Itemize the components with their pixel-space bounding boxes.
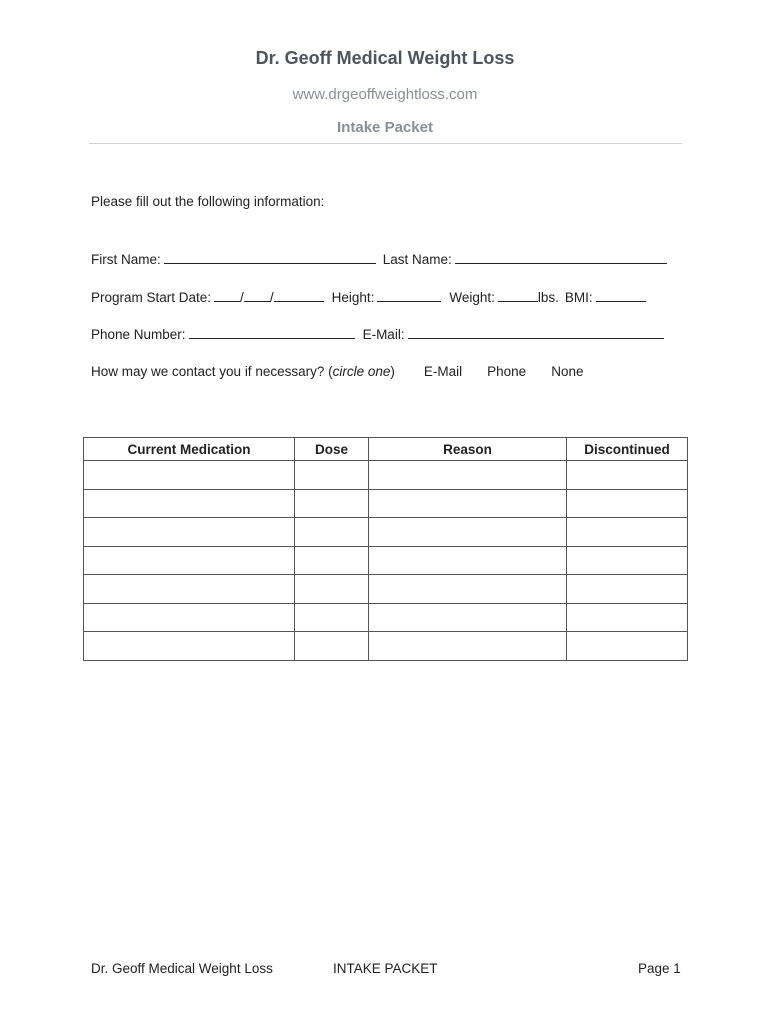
discontinued-cell[interactable] [567,575,688,604]
discontinued-cell[interactable] [567,461,688,490]
start-month-field[interactable] [214,289,240,302]
medication-cell[interactable] [84,518,295,547]
dose-cell[interactable] [295,603,369,632]
medication-cell[interactable] [84,546,295,575]
reason-cell[interactable] [369,518,567,547]
reason-cell[interactable] [369,575,567,604]
contact-hint: circle one [332,364,391,379]
dose-cell[interactable] [295,546,369,575]
phone-label: Phone Number: [91,327,186,342]
reason-cell[interactable] [369,603,567,632]
footer-practice-name: Dr. Geoff Medical Weight Loss [91,961,273,976]
height-label: Height: [331,290,375,305]
footer-document-label: INTAKE PACKET [333,961,438,976]
footer-page-number: Page 1 [638,961,681,976]
last-name-label: Last Name: [382,252,452,267]
table-row [84,518,688,547]
discontinued-cell[interactable] [567,518,688,547]
name-row [91,251,670,267]
column-header-discontinued: Discontinued [567,438,688,461]
website-url: www.drgeoffweightloss.com [292,86,478,103]
column-header-reason: Reason [369,438,567,461]
weight-label: Weight: [449,290,495,305]
contact-question: How may we contact you if necessary? ( [91,364,333,379]
table-header-row [84,438,688,461]
start-day-field[interactable] [244,289,270,302]
form-instructions: Please fill out the following information: [91,194,325,209]
discontinued-cell[interactable] [567,546,688,575]
email-field[interactable] [408,326,664,339]
reason-cell[interactable] [369,632,567,661]
lbs-label: lbs. [537,290,559,305]
medication-cell[interactable] [84,575,295,604]
contact-option-email[interactable]: E-Mail [423,364,463,379]
first-name-label: First Name: [91,252,161,267]
reason-cell[interactable] [369,546,567,575]
document-subtitle: Intake Packet [337,119,433,136]
table-row [84,632,688,661]
medication-cell[interactable] [84,461,295,490]
weight-field[interactable] [498,289,538,302]
medication-cell[interactable] [84,603,295,632]
program-start-label: Program Start Date: [91,290,212,305]
phone-field[interactable] [189,326,355,339]
date-separator: / [240,290,244,305]
phone-row [91,326,667,342]
first-name-field[interactable] [164,251,376,264]
medication-cell[interactable] [84,489,295,518]
medication-cell[interactable] [84,632,295,661]
dose-cell[interactable] [295,461,369,490]
contact-close-paren: ) [390,364,395,379]
bmi-label: BMI: [564,290,593,305]
table-row [84,489,688,518]
column-header-medication: Current Medication [84,438,295,461]
bmi-field[interactable] [596,289,646,302]
medication-table [83,437,688,661]
dose-cell[interactable] [295,518,369,547]
contact-option-phone[interactable]: Phone [487,364,527,379]
dose-cell[interactable] [295,575,369,604]
contact-option-none[interactable]: None [551,364,584,379]
start-year-field[interactable] [274,289,324,302]
last-name-field[interactable] [455,251,667,264]
reason-cell[interactable] [369,461,567,490]
contact-row [91,364,583,379]
table-row [84,575,688,604]
reason-cell[interactable] [369,489,567,518]
column-header-dose: Dose [295,438,369,461]
date-separator: / [269,290,274,305]
table-row [84,603,688,632]
medication-table-body [84,461,688,661]
discontinued-cell[interactable] [567,632,688,661]
dose-cell[interactable] [295,489,369,518]
program-row [91,289,649,305]
email-label: E-Mail: [362,327,405,342]
discontinued-cell[interactable] [567,603,688,632]
header-divider [89,143,682,144]
document-title: Dr. Geoff Medical Weight Loss [255,48,515,68]
table-row [84,461,688,490]
height-field[interactable] [377,289,441,302]
dose-cell[interactable] [295,632,369,661]
discontinued-cell[interactable] [567,489,688,518]
table-row [84,546,688,575]
